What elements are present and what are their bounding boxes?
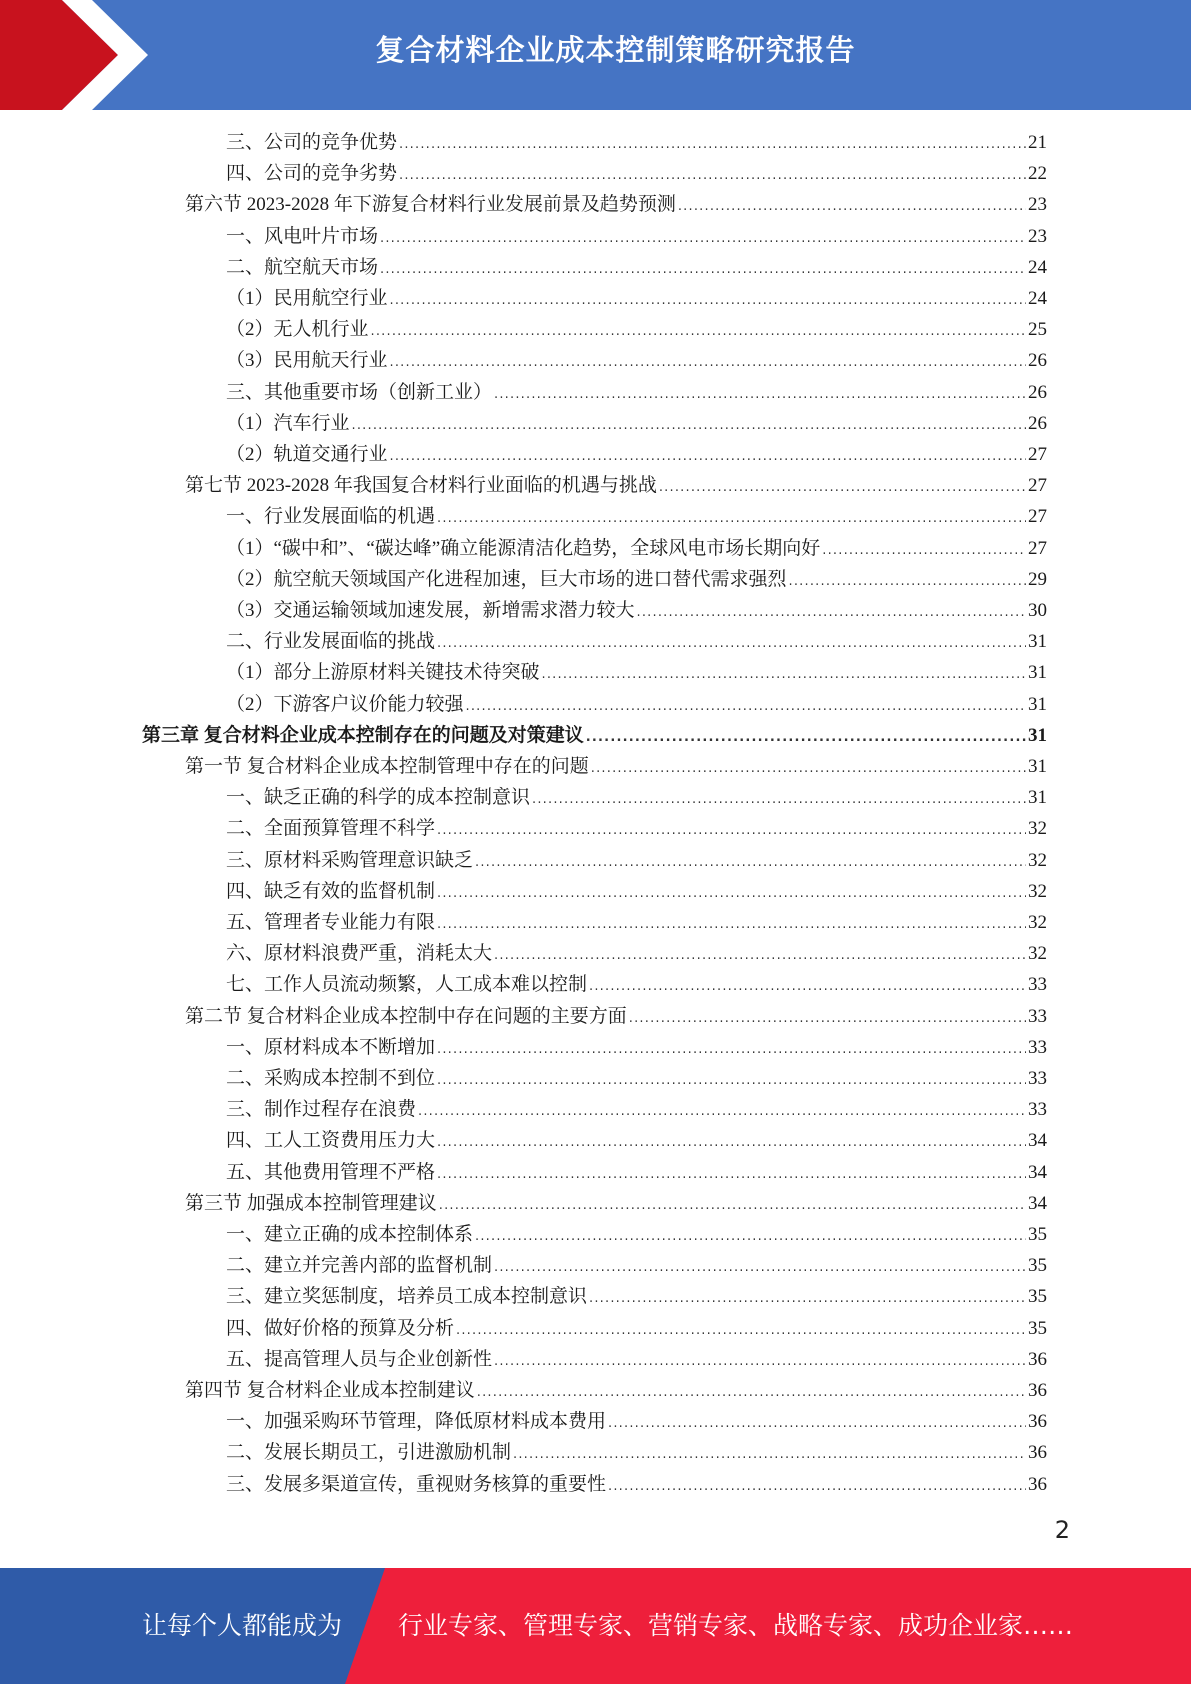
toc-entry-title: 一、加强采购环节管理，降低原材料成本费用: [226, 1411, 607, 1433]
toc-entry-title: 二、建立并完善内部的监督机制: [226, 1255, 493, 1277]
toc-entry-page: 33: [1028, 1036, 1047, 1058]
toc-entry-title: 第二节 复合材料企业成本控制中存在问题的主要方面: [185, 1005, 627, 1027]
toc-entry-page: 31: [1028, 787, 1047, 809]
toc-entry[interactable]: [226, 1437, 1047, 1468]
toc-entry[interactable]: [226, 1157, 1047, 1188]
toc-leader-dots: [494, 940, 1026, 971]
toc-leader-dots: [591, 753, 1026, 784]
toc-entry-page: 32: [1028, 912, 1047, 933]
toc-entry-page: 34: [1028, 1192, 1047, 1214]
toc-entry[interactable]: [142, 720, 1047, 751]
toc-entry-title: 三、制作过程存在浪费: [226, 1099, 417, 1121]
toc-entry[interactable]: [226, 782, 1047, 813]
toc-entry[interactable]: [185, 1001, 1047, 1032]
toc-entry-title: 一、建立正确的成本控制体系: [226, 1224, 474, 1245]
toc-entry[interactable]: [226, 1219, 1047, 1250]
toc-entry-title: （2）航空航天领域国产化进程加速，巨大市场的进口替代需求强烈: [226, 568, 787, 590]
toc-entry-title: 五、提高管理人员与企业创新性: [226, 1348, 493, 1370]
toc-entry-page: 31: [1028, 631, 1047, 653]
toc-entry[interactable]: [226, 626, 1047, 657]
toc-entry[interactable]: [185, 1375, 1047, 1406]
toc-leader-dots: [456, 1315, 1026, 1346]
toc-entry-title: 三、发展多渠道宣传，重视财务核算的重要性: [226, 1473, 607, 1495]
toc-entry[interactable]: [226, 1032, 1047, 1063]
toc-entry[interactable]: [226, 1469, 1047, 1500]
toc-entry-page: 25: [1028, 319, 1047, 341]
toc-entry-page: 32: [1028, 849, 1047, 871]
toc-entry-title: 一、风电叶片市场: [226, 225, 379, 247]
toc-leader-dots: [586, 722, 1026, 753]
toc-entry-title: 二、采购成本控制不到位: [226, 1068, 436, 1089]
toc-entry-title: 四、缺乏有效的监督机制: [226, 880, 436, 902]
toc-entry-title: （2）轨道交通行业: [226, 444, 388, 465]
toc-leader-dots: [437, 1127, 1026, 1158]
toc-leader-dots: [399, 129, 1026, 160]
toc-leader-dots: [439, 1190, 1026, 1221]
toc-entry-page: 29: [1028, 568, 1047, 590]
toc-entry-page: 31: [1028, 693, 1047, 715]
toc-entry[interactable]: [226, 1313, 1047, 1344]
toc-entry[interactable]: [226, 1094, 1047, 1125]
toc-entry[interactable]: [185, 470, 1047, 501]
toc-entry-page: 26: [1028, 381, 1047, 403]
toc-entry-page: 34: [1028, 1161, 1047, 1183]
toc-entry-title: 三、原材料采购管理意识缺乏: [226, 849, 474, 871]
toc-entry[interactable]: [226, 345, 1047, 376]
toc-leader-dots: [629, 1003, 1026, 1034]
footer-slogan-left: 让每个人都能成为: [142, 1611, 343, 1640]
toc-entry-page: 35: [1028, 1224, 1047, 1245]
toc-leader-dots: [494, 379, 1026, 410]
toc-entry[interactable]: [226, 314, 1047, 345]
toc-entry-page: 27: [1028, 475, 1047, 497]
toc-leader-dots: [608, 1471, 1026, 1502]
toc-entry[interactable]: [226, 595, 1047, 626]
toc-leader-dots: [437, 815, 1026, 846]
toc-entry[interactable]: [226, 657, 1047, 688]
toc-entry-title: 二、航空航天市场: [226, 256, 379, 278]
toc-leader-dots: [477, 1377, 1026, 1408]
toc-leader-dots: [659, 472, 1026, 503]
toc-entry[interactable]: [226, 1281, 1047, 1312]
toc-leader-dots: [437, 503, 1026, 534]
toc-entry[interactable]: [226, 283, 1047, 314]
toc-entry-title: 一、原材料成本不断增加: [226, 1036, 436, 1058]
toc-leader-dots: [418, 1096, 1026, 1127]
toc-entry-page: 33: [1028, 1005, 1047, 1027]
toc-entry-page: 32: [1028, 943, 1047, 965]
toc-entry[interactable]: [226, 845, 1047, 876]
toc-leader-dots: [608, 1408, 1026, 1439]
toc-entry-page: 32: [1028, 880, 1047, 902]
toc-entry-title: 第七节 2023-2028 年我国复合材料行业面临的机遇与挑战: [185, 475, 657, 497]
toc-entry-page: 22: [1028, 163, 1047, 185]
toc-leader-dots: [466, 691, 1026, 722]
toc-entry-page: 23: [1028, 194, 1047, 216]
toc-entry-title: 四、公司的竞争劣势: [226, 163, 398, 185]
toc-entry-title: （3）民用航天行业: [226, 350, 388, 372]
toc-entry-title: 四、做好价格的预算及分析: [226, 1317, 455, 1339]
toc-entry[interactable]: [226, 377, 1047, 408]
toc-leader-dots: [494, 1346, 1026, 1377]
toc-entry[interactable]: [226, 1406, 1047, 1437]
toc-entry-page: 33: [1028, 1068, 1047, 1089]
toc-entry-page: 24: [1028, 256, 1047, 278]
toc-entry-page: 36: [1028, 1411, 1047, 1433]
document-title: 复合材料企业成本控制策略研究报告: [375, 33, 856, 67]
toc-entry-page: 35: [1028, 1317, 1047, 1339]
toc-entry-title: 二、发展长期员工，引进激励机制: [226, 1442, 512, 1464]
toc-leader-dots: [475, 1221, 1026, 1252]
toc-leader-dots: [494, 1252, 1026, 1283]
toc-leader-dots: [380, 254, 1026, 285]
toc-entry-title: 五、其他费用管理不严格: [226, 1161, 436, 1183]
toc-entry[interactable]: [226, 1125, 1047, 1156]
toc-entry-page: 27: [1028, 537, 1047, 559]
toc-entry-title: （1）汽车行业: [226, 412, 350, 434]
toc-entry-title: 三、其他重要市场（创新工业）: [226, 381, 493, 403]
toc-entry-page: 26: [1028, 350, 1047, 372]
toc-entry-page: 30: [1028, 600, 1047, 621]
toc-entry-title: 二、全面预算管理不科学: [226, 818, 436, 840]
toc-entry[interactable]: [226, 1063, 1047, 1094]
toc-leader-dots: [390, 441, 1026, 472]
toc-entry[interactable]: [226, 907, 1047, 938]
toc-entry[interactable]: [226, 689, 1047, 720]
toc-entry-page: 27: [1028, 444, 1047, 465]
toc-entry-page: 21: [1028, 132, 1047, 153]
toc-entry[interactable]: [226, 158, 1047, 189]
toc-entry[interactable]: [226, 252, 1047, 283]
toc-leader-dots: [637, 597, 1026, 628]
toc-entry-title: 第三节 加强成本控制管理建议: [185, 1192, 437, 1214]
toc-leader-dots: [437, 1034, 1026, 1065]
toc-leader-dots: [390, 285, 1026, 316]
toc-entry-title: 一、缺乏正确的科学的成本控制意识: [226, 787, 531, 809]
toc-entry-page: 36: [1028, 1348, 1047, 1370]
toc-entry-title: 七、工作人员流动频繁，人工成本难以控制: [226, 974, 588, 996]
toc-leader-dots: [475, 847, 1026, 878]
toc-entry[interactable]: [185, 751, 1047, 782]
toc-entry[interactable]: [185, 189, 1047, 220]
toc-leader-dots: [532, 784, 1026, 815]
toc-entry[interactable]: [226, 501, 1047, 532]
toc-entry-title: 三、公司的竞争优势: [226, 132, 398, 153]
toc-entry-title: 第一节 复合材料企业成本控制管理中存在的问题: [185, 756, 589, 777]
toc-entry-title: 一、行业发展面临的机遇: [226, 506, 436, 528]
toc-entry-title: 五、管理者专业能力有限: [226, 912, 436, 933]
toc-leader-dots: [437, 878, 1026, 909]
toc-entry-title: 二、行业发展面临的挑战: [226, 631, 436, 653]
toc-entry-page: 35: [1028, 1255, 1047, 1277]
toc-entry-page: 26: [1028, 412, 1047, 434]
toc-entry[interactable]: [226, 408, 1047, 439]
toc-entry-title: 六、原材料浪费严重，消耗太大: [226, 943, 493, 965]
toc-entry-page: 32: [1028, 818, 1047, 840]
toc-entry-page: 33: [1028, 974, 1047, 996]
toc-leader-dots: [822, 535, 1026, 566]
toc-entry-page: 31: [1028, 756, 1047, 777]
toc-entry-page: 36: [1028, 1473, 1047, 1495]
toc-entry-title: 三、建立奖惩制度，培养员工成本控制意识: [226, 1286, 588, 1308]
page-number: 2: [1054, 1516, 1070, 1544]
toc-entry[interactable]: [226, 969, 1047, 1000]
toc-leader-dots: [589, 1283, 1026, 1314]
toc-entry[interactable]: [185, 1188, 1047, 1219]
toc-leader-dots: [513, 1439, 1026, 1470]
toc-entry[interactable]: [226, 127, 1047, 158]
footer-slogan-right: 行业专家、管理专家、营销专家、战略专家、成功企业家……: [398, 1611, 1074, 1640]
toc-entry-title: （1）“碳中和”、“碳达峰”确立能源清洁化趋势，全球风电市场长期向好: [226, 537, 821, 559]
toc-leader-dots: [390, 347, 1026, 378]
toc-entry[interactable]: [226, 564, 1047, 595]
toc-entry-page: 36: [1028, 1380, 1047, 1401]
toc-entry-title: 第六节 2023-2028 年下游复合材料行业发展前景及趋势预测: [185, 194, 676, 216]
toc-entry-page: 34: [1028, 1130, 1047, 1152]
toc-entry-title: 四、工人工资费用压力大: [226, 1130, 436, 1152]
toc-entry[interactable]: [226, 221, 1047, 252]
toc-leader-dots: [352, 410, 1026, 441]
toc-entry[interactable]: [226, 876, 1047, 907]
toc-leader-dots: [380, 223, 1026, 254]
toc-entry[interactable]: [226, 813, 1047, 844]
page-footer: [0, 1568, 1191, 1684]
toc-entry-title: 第三章 复合材料企业成本控制存在的问题及对策建议: [142, 724, 584, 746]
toc-entry-title: （3）交通运输领域加速发展，新增需求潜力较大: [226, 600, 635, 621]
toc-leader-dots: [437, 1065, 1026, 1096]
toc-leader-dots: [542, 659, 1026, 690]
toc-leader-dots: [589, 971, 1026, 1002]
toc-entry[interactable]: [226, 1344, 1047, 1375]
toc-entry-page: 35: [1028, 1286, 1047, 1308]
toc-entry-title: （2）下游客户议价能力较强: [226, 693, 464, 715]
toc-entry-page: 33: [1028, 1099, 1047, 1121]
toc-leader-dots: [789, 566, 1026, 597]
toc-entry[interactable]: [226, 938, 1047, 969]
toc-leader-dots: [437, 628, 1026, 659]
toc-entry[interactable]: [226, 1250, 1047, 1281]
page-header: [0, 0, 1191, 110]
toc-entry-page: 31: [1028, 724, 1047, 746]
toc-leader-dots: [678, 191, 1026, 222]
toc-entry-title: 第四节 复合材料企业成本控制建议: [185, 1380, 475, 1401]
toc-entry-page: 36: [1028, 1442, 1047, 1464]
toc-entry[interactable]: [226, 533, 1047, 564]
toc-entry-page: 23: [1028, 225, 1047, 247]
toc-entry-page: 24: [1028, 288, 1047, 309]
toc-leader-dots: [437, 909, 1026, 940]
toc-entry-title: （1）部分上游原材料关键技术待突破: [226, 662, 540, 684]
toc-entry[interactable]: [226, 439, 1047, 470]
toc-leader-dots: [371, 316, 1026, 347]
toc-entry-title: （1）民用航空行业: [226, 288, 388, 309]
toc-entry-page: 27: [1028, 506, 1047, 528]
toc-leader-dots: [437, 1159, 1026, 1190]
toc-leader-dots: [399, 160, 1026, 191]
toc-entry-page: 31: [1028, 662, 1047, 684]
toc-entry-title: （2）无人机行业: [226, 319, 369, 341]
